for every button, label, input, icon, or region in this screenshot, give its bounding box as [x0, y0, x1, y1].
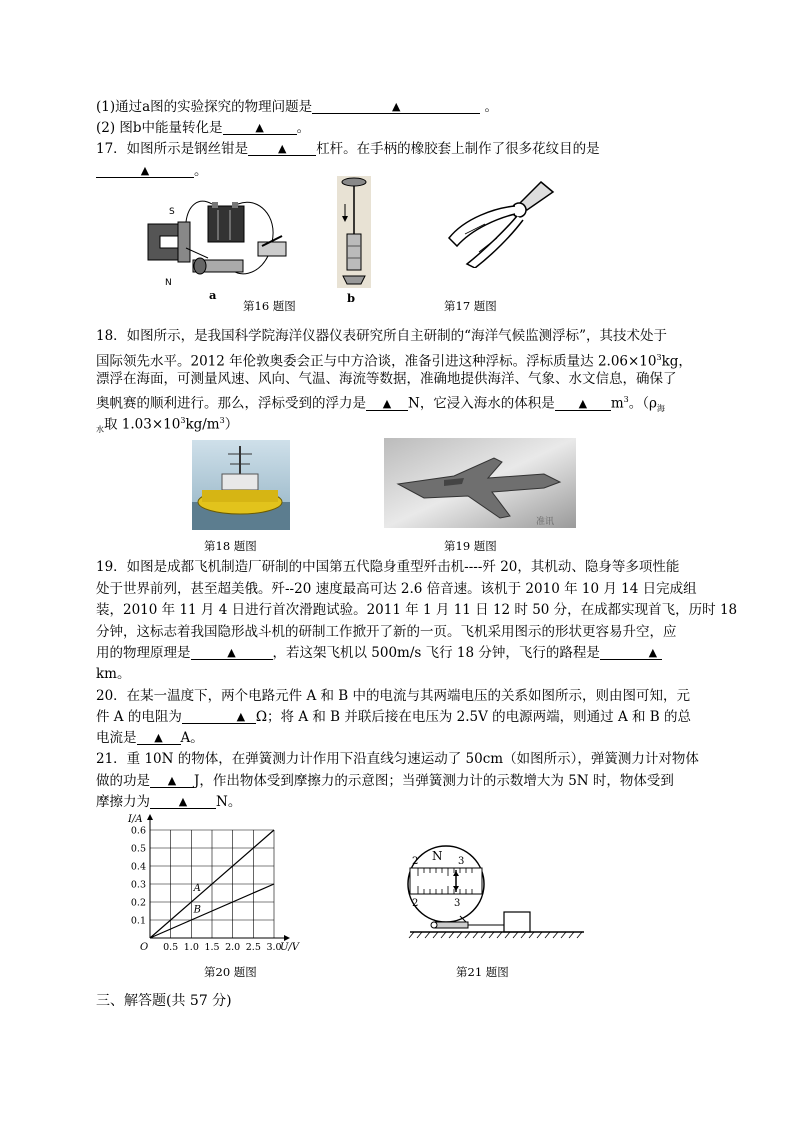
q21-line1: 21．重 10N 的物体，在弹簧测力计作用下沿直线匀速运动了 50cm（如图所示），弹簧测力计对物体	[96, 751, 699, 767]
q20-line2: 件 A 的电阻为 ▲ Ω；将 A 和 B 并联后接在电压为 2.5V 的电源两端，则通过 A 和 B 的总	[96, 709, 692, 725]
series-label-B: B	[193, 904, 201, 916]
caption-fig20: 第20 题图	[204, 965, 257, 979]
answer-blank[interactable]: ▲	[248, 140, 316, 156]
n-label: N	[432, 849, 443, 863]
y-tick-label: 0.2	[130, 897, 146, 909]
x-tick-label: 1.0	[183, 942, 199, 952]
y-axis-label: I/A	[128, 814, 143, 825]
figure-16b-device	[337, 176, 371, 294]
figure-16a-electromagnet-experiment	[138, 196, 298, 296]
answer-blank[interactable]: ▲	[223, 119, 297, 135]
answer-blank[interactable]: ▲	[96, 162, 194, 178]
q17-line2: ▲ 。	[96, 162, 208, 180]
origin-label: O	[140, 942, 149, 952]
q18-line3: 漂浮在海面，可测量风速、风向、气温、海流等数据，准确地提供海洋、气象、水文信息，确保了	[96, 371, 677, 387]
scale-2-bottom: 2	[412, 898, 419, 909]
answer-blank[interactable]: ▲	[366, 395, 408, 411]
q18-line4: 奥帆赛的顺利进行。那么，浮标受到的浮力是 ▲ N，它浸入海水的体积是 ▲ $m^3$。（$\rho_海$	[96, 395, 665, 414]
x-tick-label: 3.0	[266, 942, 282, 952]
x-tick-label: 2.5	[245, 942, 261, 952]
figure-20-iu-chart	[126, 810, 316, 952]
figure-19-stealth-jet-photo	[384, 438, 576, 528]
answer-blank[interactable]: ▲	[150, 772, 194, 788]
figure-17-pliers	[445, 178, 557, 268]
answer-blank[interactable]: ▲	[150, 793, 216, 809]
q21-line3: 摩擦力为 ▲ N。	[96, 794, 242, 810]
answer-blank[interactable]: ▲	[600, 644, 662, 660]
figure-21-spring-scale	[404, 842, 590, 946]
magnet-n-label: N	[165, 278, 172, 288]
y-tick-label: 0.1	[130, 915, 146, 927]
caption-fig18: 第18 题图	[204, 539, 257, 553]
answer-blank[interactable]: ▲	[182, 708, 256, 724]
y-tick-label: 0.4	[130, 861, 146, 873]
figure-label-a: a	[209, 288, 217, 302]
answer-blank[interactable]: ▲	[312, 98, 480, 114]
answer-blank[interactable]: ▲	[555, 395, 611, 411]
answer-blank[interactable]: ▲	[137, 729, 181, 745]
series-label-A: A	[193, 882, 201, 894]
q21-line2: 做的功是 ▲ J，作出物体受到摩擦力的示意图；当弹簧测力计的示数增大为 5N 时，物体受到	[96, 773, 674, 789]
x-axis-arrow	[284, 935, 290, 941]
x-tick-label: 0.5	[163, 942, 179, 952]
y-tick-label: 0.5	[130, 843, 146, 855]
y-tick-label: 0.6	[130, 825, 146, 837]
q16-part2: (2) 图b中能量转化是 ▲ 。	[96, 120, 311, 136]
q19-line4: 分钟，这标志着我国隐形战斗机的研制工作掀开了新的一页。飞机采用图示的形状更容易升空，应	[96, 624, 677, 640]
q19-line3: 装，2010 年 11 月 4 日进行首次滑跑试验。2011 年 1 月 11 日 12 时 50 分，在成都实现首飞，历时 18	[96, 602, 738, 618]
q16-part1: (1)通过a图的实验探究的物理问题是 ▲ 。	[96, 99, 498, 115]
q19-line1: 19．如图是成都飞机制造厂研制的中国第五代隐身重型歼击机----歼 20，其机动、隐身等多项性能	[96, 559, 680, 575]
y-axis-arrow	[147, 814, 153, 820]
q19-line5: 用的物理原理是 ▲ ，若这架飞机以 500m/s 飞行 18 分钟，飞行的路程是 ▲	[96, 644, 662, 662]
q17-line1: 17．如图所示是钢丝钳是 ▲ 杠杆。在手柄的橡胶套上制作了很多花纹目的是	[96, 141, 600, 157]
y-tick-label: 0.3	[130, 879, 146, 891]
caption-fig21: 第21 题图	[456, 965, 509, 979]
scale-3-bottom: 3	[454, 898, 461, 909]
watermark: 准讯	[536, 517, 555, 527]
q20-line1: 20．在某一温度下，两个电路元件 A 和 B 中的电流与其两端电压的关系如图所示，则由图可知，元	[96, 688, 691, 704]
magnet-s-label: S	[169, 207, 175, 217]
scale-3-top: 3	[458, 856, 465, 867]
x-tick-label: 2.0	[225, 942, 241, 952]
figure-label-b: b	[347, 291, 356, 305]
q19-line6: km。	[96, 666, 131, 682]
x-tick-label: 1.5	[204, 942, 220, 952]
caption-fig19: 第19 题图	[444, 539, 497, 553]
q18-line2: 国际领先水平。2012 年伦敦奥委会正与中方洽谈，准备引进这种浮标。浮标质量达 $2.06\times 10^3kg$，	[96, 353, 692, 370]
section-heading: 三、解答题(共 57 分)	[96, 993, 232, 1009]
q18-line1: 18．如图所示，是我国科学院海洋仪器仪表研究所自主研制的“海洋气候监测浮标”，其技术处于	[96, 328, 667, 344]
figure-18-buoy-photo	[192, 440, 290, 530]
scale-2-top: 2	[412, 856, 419, 867]
caption-fig17: 第17 题图	[444, 299, 497, 313]
q18-line5: $_水$取 $1.03\times 10^3kg/m^3$）	[96, 416, 239, 435]
caption-fig16: 第16 题图	[243, 299, 296, 313]
q20-line3: 电流是 ▲ A。	[96, 730, 204, 746]
x-axis-label: U/V	[280, 942, 300, 952]
answer-blank[interactable]: ▲	[191, 644, 273, 660]
q19-line2: 处于世界前列，甚至超美俄。歼--20 速度最高可达 2.6 倍音速。该机于 2010 年 10 月 14 日完成组	[96, 581, 697, 597]
